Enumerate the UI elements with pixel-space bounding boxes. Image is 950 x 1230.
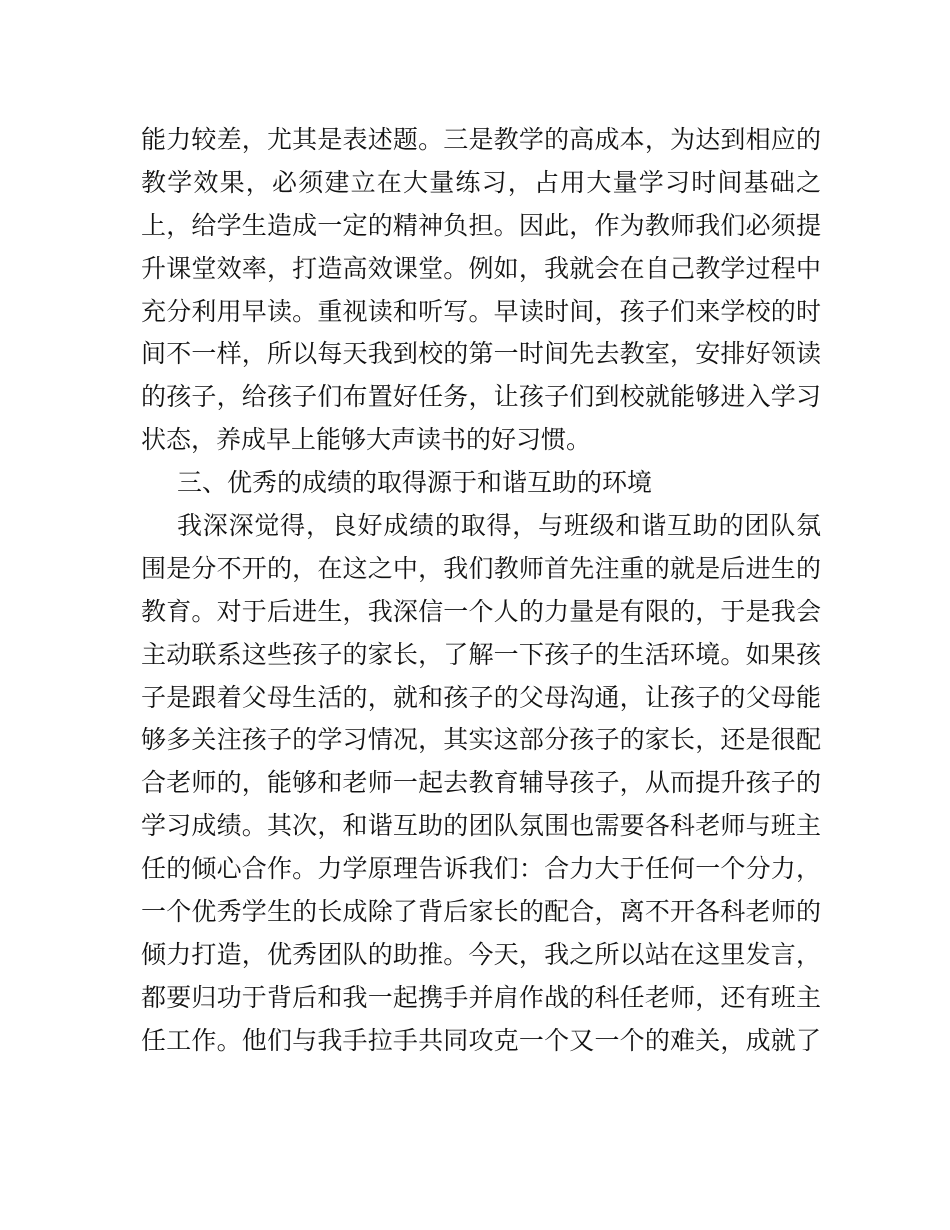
paragraph-line: 倾力打造，优秀团队的助推。今天，我之所以站在这里发言， <box>141 939 821 969</box>
paragraph-line: 围是分不开的，在这之中，我们教师首先注重的就是后进生的 <box>141 553 821 583</box>
paragraph-line: 一个优秀学生的长成除了背后家长的配合，离不开各科老师的 <box>141 897 821 927</box>
paragraph-line: 子是跟着父母生活的，就和孩子的父母沟通，让孩子的父母能 <box>141 682 821 712</box>
paragraph-line: 充分利用早读。重视读和听写。早读时间，孩子们来学校的时 <box>141 296 821 326</box>
paragraph-line: 都要归功于背后和我一起携手并肩作战的科任老师，还有班主 <box>141 982 821 1012</box>
paragraph-line: 能力较差，尤其是表述题。三是教学的高成本，为达到相应的 <box>141 125 821 154</box>
paragraph-line: 上，给学生造成一定的精神负担。因此，作为教师我们必须提 <box>141 210 821 240</box>
paragraph-line: 任工作。他们与我手拉手共同攻克一个又一个的难关，成就了 <box>141 1025 821 1055</box>
paragraph-line: 的孩子，给孩子们布置好任务，让孩子们到校就能够进入学习 <box>141 382 821 412</box>
paragraph-line: 我深深觉得，良好成绩的取得，与班级和谐互助的团队氛 <box>177 511 821 541</box>
paragraph-line: 状态，养成早上能够大声读书的好习惯。 <box>141 425 592 455</box>
section-heading: 三、优秀的成绩的取得源于和谐互助的环境 <box>177 468 653 498</box>
paragraph-line: 合老师的，能够和老师一起去教育辅导孩子，从而提升孩子的 <box>141 768 821 798</box>
document-body <box>141 119 821 1063</box>
paragraph-1 <box>141 119 821 462</box>
paragraph-line: 间不一样，所以每天我到校的第一时间先去教室，安排好领读 <box>141 339 821 369</box>
paragraph-line: 主动联系这些孩子的家长，了解一下孩子的生活环境。如果孩 <box>141 639 821 669</box>
paragraph-2 <box>141 505 821 1063</box>
paragraph-line: 教学效果，必须建立在大量练习，占用大量学习时间基础之 <box>141 167 821 197</box>
paragraph-line: 够多关注孩子的学习情况，其实这部分孩子的家长，还是很配 <box>141 725 821 755</box>
paragraph-line: 升课堂效率，打造高效课堂。例如，我就会在自己教学过程中 <box>141 253 821 283</box>
paragraph-line: 学习成绩。其次，和谐互助的团队氛围也需要各科老师与班主 <box>141 811 821 841</box>
paragraph-line: 教育。对于后进生，我深信一个人的力量是有限的，于是我会 <box>141 596 821 626</box>
paragraph-line: 任的倾心合作。力学原理告诉我们：合力大于任何一个分力， <box>141 854 821 884</box>
